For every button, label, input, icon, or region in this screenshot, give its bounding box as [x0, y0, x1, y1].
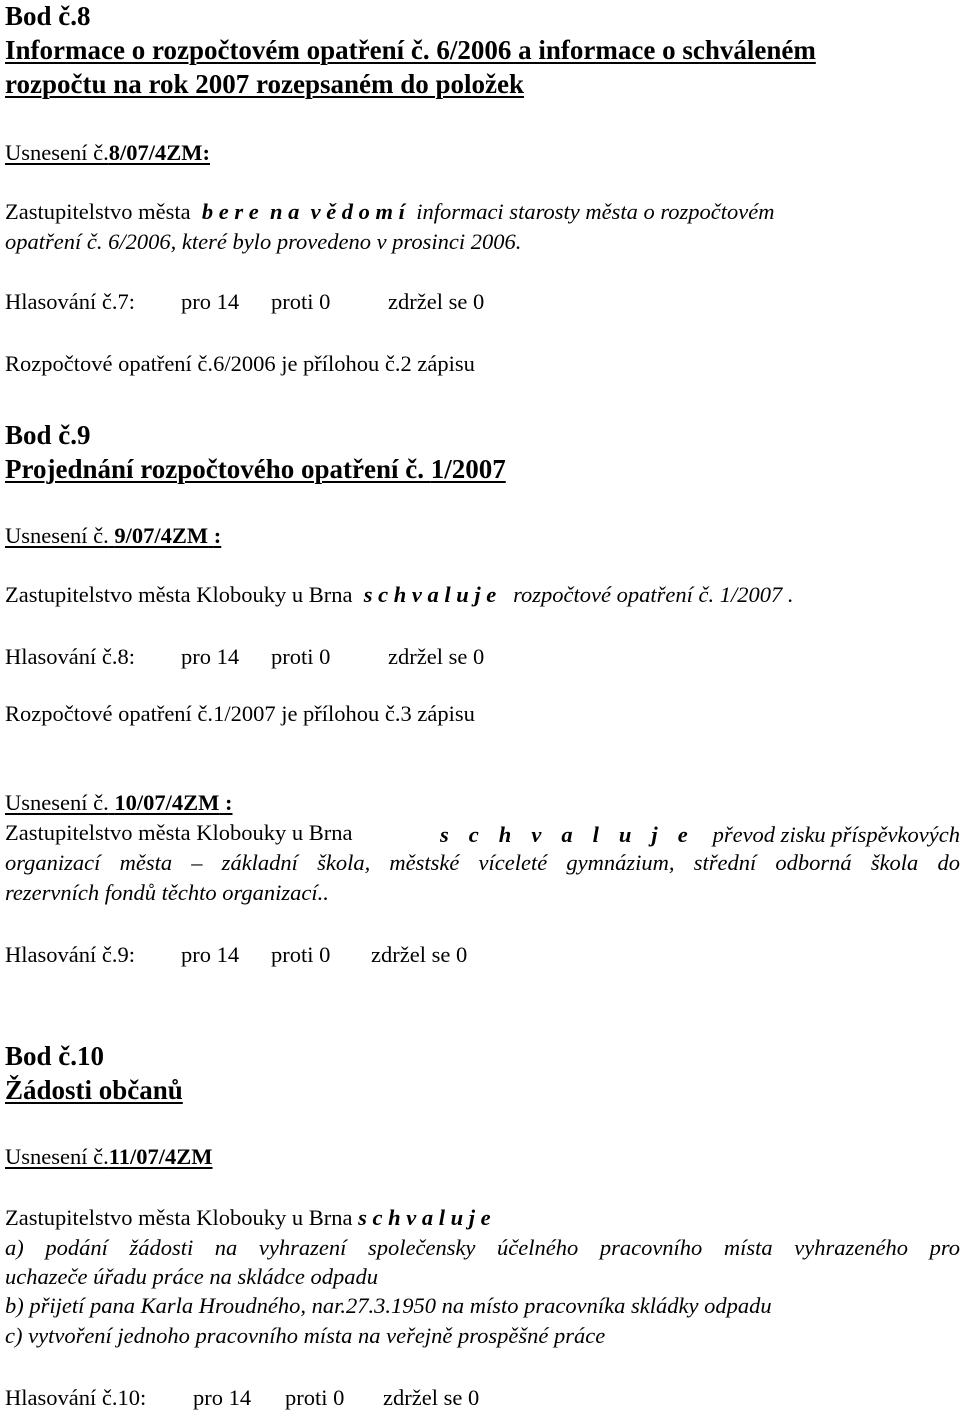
attachment-value: 6/2006 je přílohou č. — [213, 351, 401, 376]
bod8-title-line2: rozpočtu na rok 2007 rozepsaném do položek — [5, 69, 525, 99]
resolution-text-end: rozpočtové opatření č. 1/2007 . — [513, 582, 794, 607]
vote-label: Hlasování č.8: — [5, 644, 135, 669]
vote-proti: proti 0 — [271, 644, 331, 669]
bod8-title-line1: Informace o rozpočtovém opatření č. 6/2006 a informace o schváleném — [5, 35, 816, 65]
resolution10-label — [5, 792, 232, 815]
heading-prefix: Bod č. — [5, 420, 78, 450]
resolution-text-start: Zastupitelstvo města Klobouky u Brna — [5, 582, 353, 607]
resolution-text-end: informaci starosty města o rozpočtovém — [416, 199, 775, 224]
vote-pro: pro 14 — [193, 1385, 252, 1410]
resolution-label-number: 8/07/4ZM: — [108, 140, 210, 165]
resolution-label-colon: : — [224, 790, 233, 815]
bod9-resolution-text — [5, 584, 793, 607]
bod10-item-c: c) vytvoření jednoho pracovního místa na veřejně prospěšné práce — [5, 1323, 606, 1348]
resolution10-line2: organizací města – základní škola, městské víceleté gymnázium, střední odborná škola do — [5, 850, 960, 875]
vote-pro: pro 14 — [181, 644, 240, 669]
bod10-item-b: b) přijetí pana Karla Hroudného, nar.27.3.1950 na místo pracovníka skládky odpadu — [5, 1293, 772, 1318]
vote-zdrzel: zdržel se 0 — [388, 289, 485, 314]
resolution-verb: s c h v a l u j e — [363, 582, 497, 607]
attachment-tail: 2 zápisu — [400, 351, 475, 376]
bod9-title — [5, 456, 506, 483]
bod10-item-a-line2: uchazeče úřadu práce na skládce odpadu — [5, 1264, 379, 1289]
resolution-label-prefix: Usnesení č. — [5, 790, 109, 815]
resolution-text-start: Zastupitelstvo města — [5, 199, 191, 224]
heading-number: 10 — [77, 1041, 105, 1071]
resolution-label-prefix: Usnesení č. — [5, 140, 109, 165]
vote-pro: pro 14 — [181, 942, 240, 967]
vote-proti: proti 0 — [271, 942, 331, 967]
attachment-tail: 3 zápisu — [400, 701, 475, 726]
resolution-verb: b e r e n a v ě d o m í — [201, 199, 405, 224]
resolution-text-start: Zastupitelstvo města Klobouky u Brna — [5, 1205, 353, 1230]
attachment-prefix: Rozpočtové opatření č. — [5, 351, 214, 376]
heading-prefix: Bod č. — [5, 1041, 78, 1071]
heading-number: 9 — [77, 420, 91, 450]
resolution-label-prefix: Usnesení č. — [5, 1144, 109, 1169]
resolution10-line1-start: Zastupitelstvo města Klobouky u Brna — [5, 820, 353, 845]
vote-proti: proti 0 — [285, 1385, 345, 1410]
resolution-label-number: 10/07/4ZM — [114, 790, 220, 815]
bod10-heading — [5, 1043, 104, 1070]
bod8-resolution-label — [5, 142, 210, 165]
attachment-value: 1/2007 je přílohou č. — [213, 701, 401, 726]
bod10-resolution-text — [5, 1207, 491, 1230]
bod8-resolution-text-line2: opatření č. 6/2006, které bylo provedeno v prosinci 2006. — [5, 229, 522, 254]
vote-zdrzel: zdržel se 0 — [383, 1385, 480, 1410]
vote-label: Hlasování č.10: — [5, 1385, 147, 1410]
title-number: 1/2007 — [430, 454, 506, 484]
resolution10-verb: s c h v a l u j e — [440, 822, 695, 847]
bod9-heading — [5, 422, 91, 449]
bod10-resolution-label — [5, 1146, 213, 1169]
vote-label: Hlasování č.7: — [5, 289, 135, 314]
bod10-title: Žádosti občanů — [5, 1075, 183, 1105]
bod9-attachment-note — [5, 703, 475, 726]
resolution-verb: s c h v a l u j e — [358, 1205, 491, 1230]
resolution-label-number: 9/07/4ZM — [114, 523, 209, 548]
resolution-label-number: 11/07/4ZM — [108, 1144, 213, 1169]
attachment-prefix: Rozpočtové opatření č. — [5, 701, 214, 726]
vote-proti: proti 0 — [271, 289, 331, 314]
vote-pro: pro 14 — [181, 289, 240, 314]
resolution-label-colon: : — [213, 523, 222, 548]
resolution-label-prefix: Usnesení č. — [5, 523, 109, 548]
bod8-resolution-text-line1 — [5, 201, 775, 224]
bod8-attachment-note — [5, 353, 475, 376]
vote-label: Hlasování č.9: — [5, 942, 135, 967]
bod8-heading: Bod č.8 — [5, 1, 91, 31]
title-prefix: Projednání rozpočtového opatření č. — [5, 454, 424, 484]
bod9-resolution-label — [5, 525, 221, 548]
vote-zdrzel: zdržel se 0 — [388, 644, 485, 669]
resolution10-line1-end: převod zisku příspěvkových — [712, 822, 960, 847]
resolution10-line3: rezervních fondů těchto organizací.. — [5, 880, 329, 905]
bod10-item-a-line1: a) podání žádosti na vyhrazení společensky účelného pracovního místa vyhrazeného pro — [5, 1235, 960, 1260]
vote-zdrzel: zdržel se 0 — [371, 942, 468, 967]
